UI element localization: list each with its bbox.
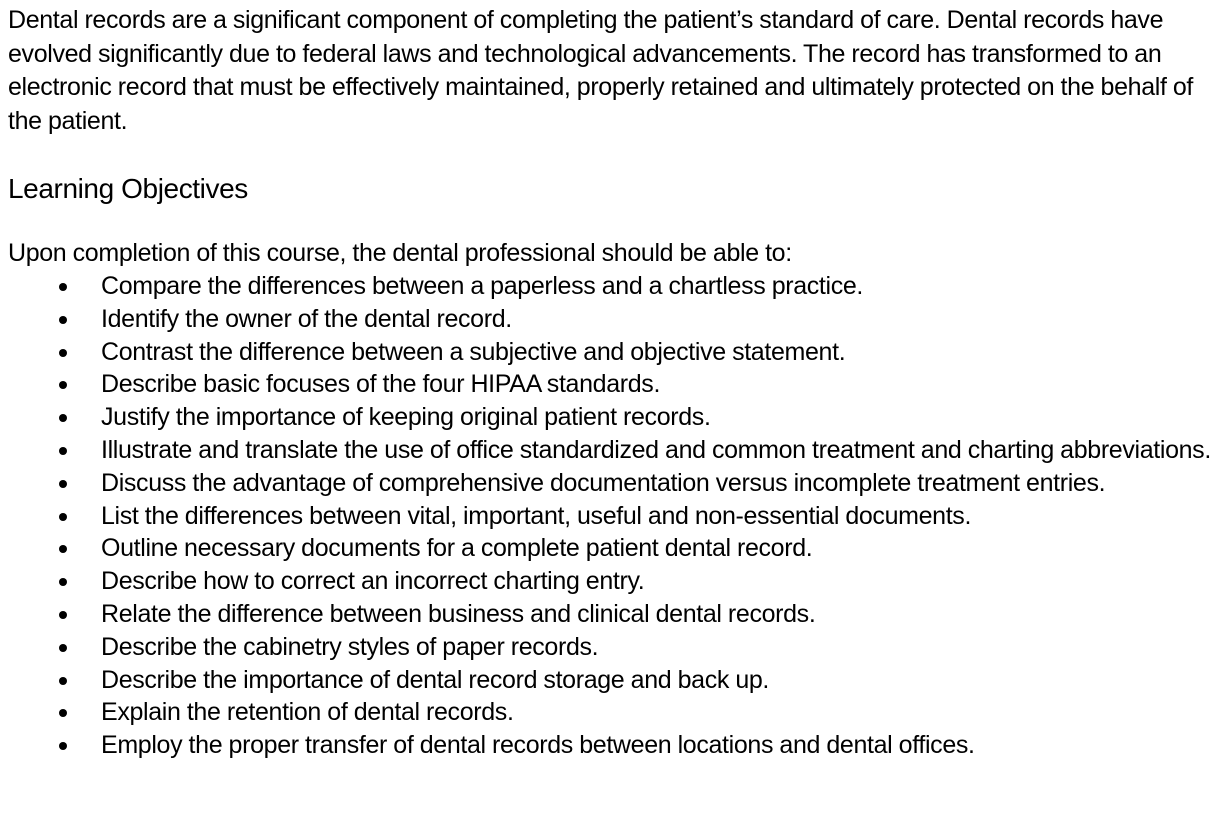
- objective-text: Compare the differences between a paperless and a chartless practice.: [101, 272, 864, 300]
- objective-text: Identify the owner of the dental record.: [101, 304, 512, 333]
- bullet-icon: [59, 709, 67, 717]
- objective-text: Employ the proper transfer of dental records between locations and dental offices.: [101, 731, 975, 760]
- objective-item: [8, 434, 1220, 467]
- objective-item: [8, 336, 1220, 369]
- learning-objectives-heading: Learning Objectives: [8, 173, 248, 204]
- objectives-lead-sentence: Upon completion of this course, the dental professional should be able to:: [8, 239, 792, 267]
- objective-text: Relate the difference between business and clinical dental records.: [101, 599, 816, 628]
- objectives-list: [8, 270, 1220, 762]
- objective-item: [8, 696, 1220, 729]
- bullet-icon: [59, 677, 67, 685]
- objective-item: [8, 270, 1220, 303]
- objective-text: Outline necessary documents for a complete patient dental record.: [101, 534, 813, 563]
- objective-text: Describe basic focuses of the four HIPAA standards.: [101, 370, 661, 399]
- objective-item: [8, 631, 1220, 664]
- bullet-icon: [59, 611, 67, 619]
- bullet-icon: [59, 644, 67, 652]
- objective-text: Describe the cabinetry styles of paper records.: [101, 632, 599, 661]
- bullet-icon: [59, 545, 67, 553]
- objective-item: [8, 664, 1220, 697]
- objective-text: Illustrate and translate the use of office standardized and common treatment and charting abbreviations.: [101, 435, 1211, 464]
- objective-item: [8, 598, 1220, 631]
- objective-text: List the differences between vital, important, useful and non-essential documents.: [101, 501, 972, 530]
- objective-item: [8, 401, 1220, 434]
- objective-item: [8, 565, 1220, 598]
- document-page: [8, 4, 1220, 762]
- objective-text: Contrast the difference between a subjective and objective statement.: [101, 337, 846, 366]
- objective-item: [8, 532, 1220, 565]
- objective-text: Explain the retention of dental records.: [101, 698, 514, 727]
- objective-item: [8, 500, 1220, 533]
- bullet-icon: [59, 349, 67, 357]
- bullet-icon: [59, 414, 67, 422]
- objective-text: Justify the importance of keeping original patient records.: [101, 403, 711, 432]
- objective-text: Describe how to correct an incorrect charting entry.: [101, 567, 645, 596]
- objective-text: Discuss the advantage of comprehensive documentation versus incomplete treatment entries.: [101, 468, 1106, 497]
- objective-item: [8, 729, 1220, 762]
- bullet-icon: [59, 742, 67, 750]
- bullet-icon: [59, 447, 67, 455]
- bullet-icon: [59, 283, 67, 291]
- objective-text: Describe the importance of dental record storage and back up.: [101, 665, 770, 694]
- bullet-icon: [59, 480, 67, 488]
- bullet-icon: [59, 513, 67, 521]
- objective-item: [8, 303, 1220, 336]
- bullet-icon: [59, 578, 67, 586]
- bullet-icon: [59, 316, 67, 324]
- intro-paragraph: Dental records are a significant component of completing the patient’s standard of care. Dental records have evolved significantly due to federal laws and technological advancements. The record has transformed to an electronic record that must be effectively maintained, properly retained and ultimately protected on the behalf of the patient.: [8, 6, 1194, 135]
- objective-item: [8, 467, 1220, 500]
- objective-item: [8, 368, 1220, 401]
- bullet-icon: [59, 381, 67, 389]
